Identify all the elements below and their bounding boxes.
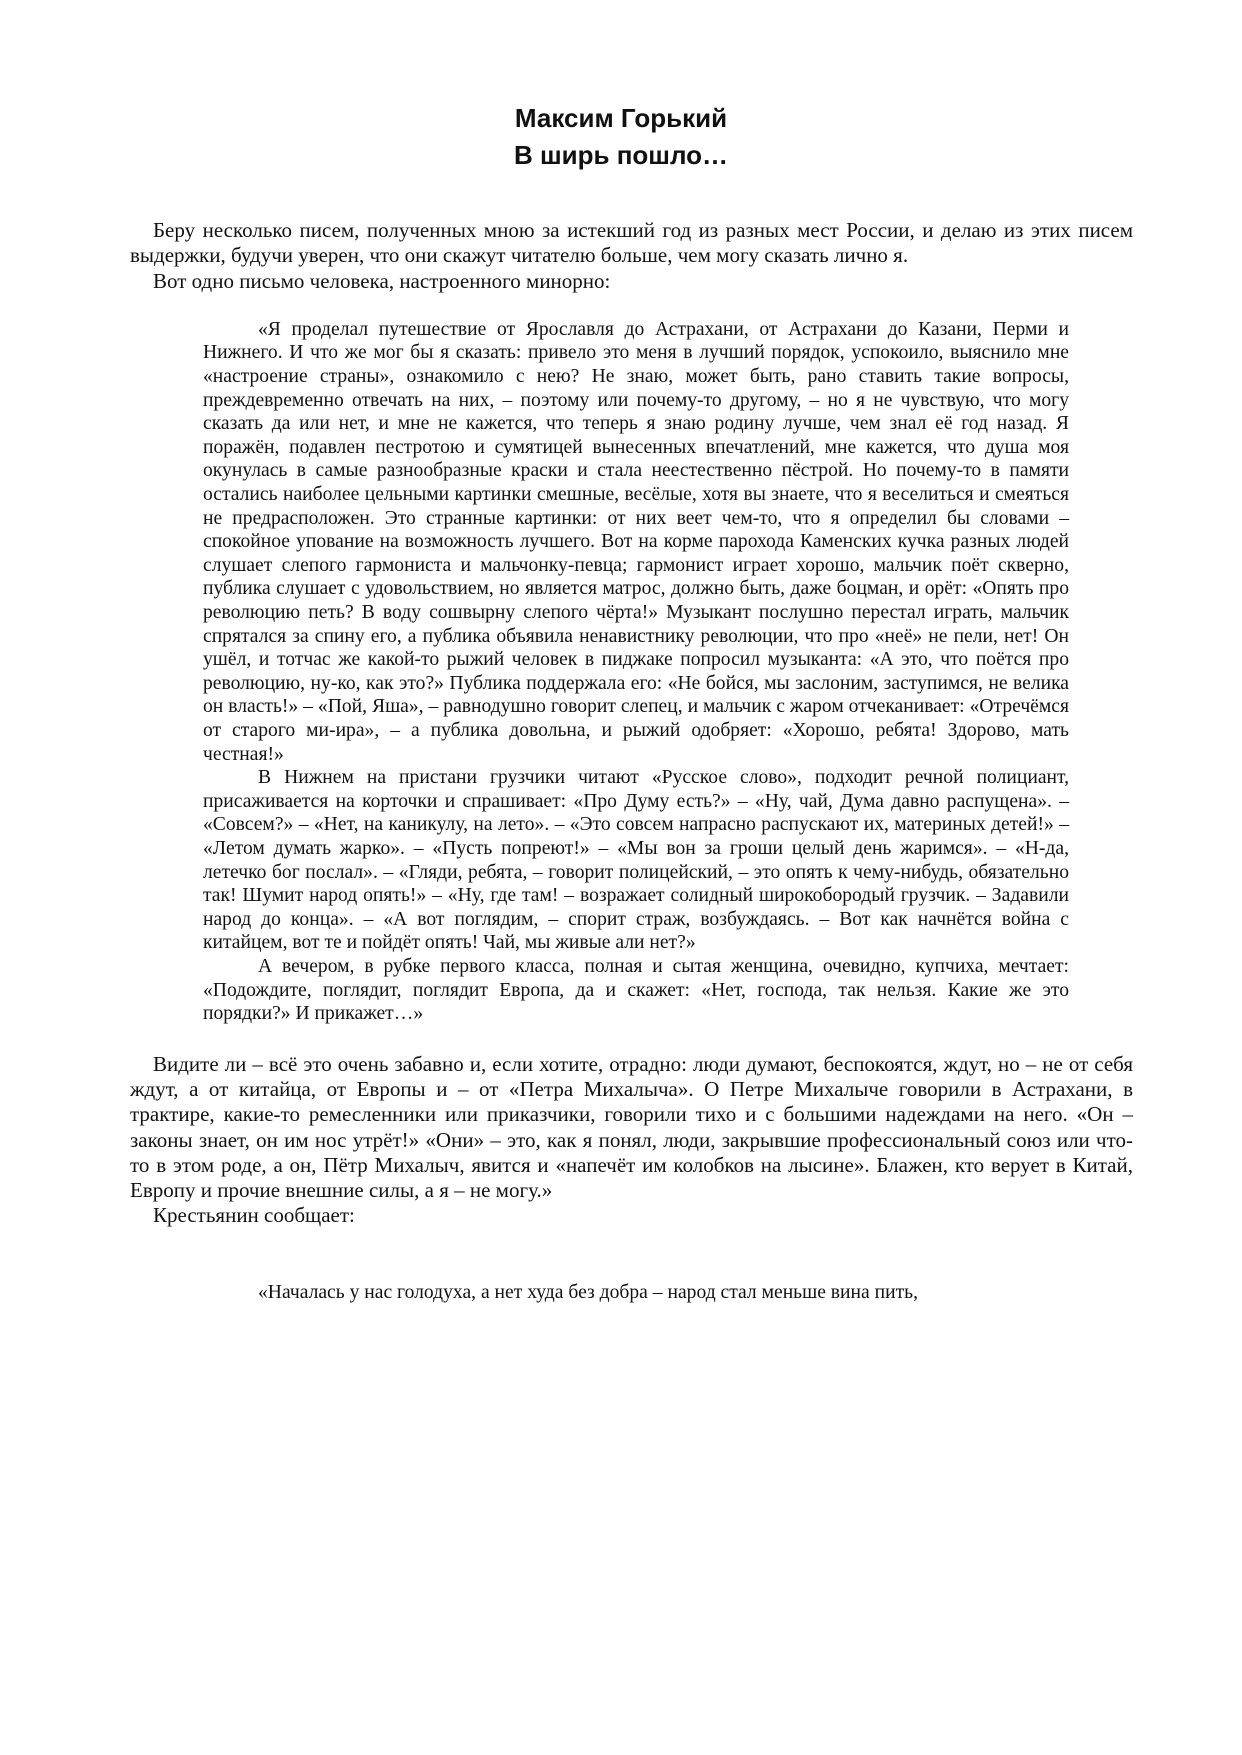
work-title: В ширь пошло… xyxy=(513,140,729,170)
quote-paragraph: «Началась у нас голодуха, а нет худа без добра – народ стал меньше вина пить, xyxy=(258,1281,918,1303)
quote-paragraph: «Я проделал путешествие от Ярославля до Астрахани, от Астрахани до Казани, Перми и Нижнего. И что же мог бы я сказать: привело это меня в лучший порядок, успокоило, выяснило мне «настроение страны», ознакомило с нею? Не знаю, может быть, рано ставить такие вопросы, преждевременно отвечать на них, – поэтому или почему-то другому, – но я не чувствую, что могу сказать да или нет, и мне не кажется, что теперь я знаю родину лучше, чем знал её год назад. Я поражён, подавлен пестротою и сумятицей вынесенных впечатлений, мне кажется, что душа моя окунулась в самые разнообразные краски и стала неестественно пёстрой. Но почему-то в памяти остались наиболее цельными картинки смешные, весёлые, хотя вы знаете, что я веселиться и смеяться не предрасположен. Это странные картинки: от них веет чем-то, что я определил бы словами – спокойное упование на возможность лучшего. Вот на корме парохода Каменских кучка разных людей слушает слепого гармониста и мальчонку-певца; гармонист играет хорошо, мальчик поёт скверно, публика слушает с удовольствием, но является матрос, должно быть, даже боцман, и орёт: «Опять про революцию петь? В воду сошвырну слепого чёрта!» Музыкант послушно перестал играть, мальчик спрятался за спину его, а публика объявила ненавистнику революции, что про «неё» не пели, нет! Он ушёл, и тотчас же какой-то рыжий человек в пиджаке попросил музыканта: «А это, что поётся про революцию, ну-ко, как это?» Публика поддержала его: «Не бойся, мы заслоним, заступимся, не велика он власть!» – «Пой, Яша», – равнодушно говорит слепец, и мальчик с жаром отчеканивает: «Отречёмся от старого ми-ира», – а публика довольна, и рыжий одобряет: «Хорошо, ребята! Здорово, мать честная!» xyxy=(203,318,1069,765)
quote-paragraph: В Нижнем на пристани грузчики читают «Русское слово», подходит речной полициант, присаживается на корточки и спрашивает: «Про Думу есть?» – «Ну, чай, Дума давно распущена». – «Совсем?» – «Нет, на каникулу, на лето». – «Это совсем напрасно распускают их, материных детей!» – «Летом думать жарко». – «Пусть попреют!» – «Мы вон за гроши целый день жаримся». – «Н-да, летечко бог послал». – «Гляди, ребята, – говорит полицейский, – это опять к чему-нибудь, обязательно так! Шумит народ опять!» – «Ну, где там! – возражает солидный широкобородый грузчик. – Задавили народ до конца». – «А вот поглядим, – спорит страж, возбуждаясь. – Вот как начнётся война с китайцем, вот те и пойдёт опять! Чай, мы живые али нет?» xyxy=(203,767,1069,954)
commentary-section xyxy=(130,1052,1133,1229)
block-quote xyxy=(203,1281,1069,1305)
document-page xyxy=(130,218,1133,1304)
paragraph: Вот одно письмо человека, настроенного минорно: xyxy=(153,268,611,293)
paragraph: Видите ли – всё это очень забавно и, если хотите, отрадно: люди думают, беспокоятся, ждут, но – не от себя ждут, а от китайца, от Европы и – от «Петра Михалыча». О Петре Михалыче говорили в Астрахани, в трактире, какие-то ремесленники или приказчики, говорили тихо и с большими надеждами на него. «Он – законы знает, он им нос утрёт!» «Они» – это, как я понял, люди, закрывшие профессиональный союз или что-то в этом роде, а он, Пётр Михалыч, явится и «напечёт им колобков на лысине». Блажен, кто верует в Китай, Европу и прочие внешние силы, а я – не могу.» xyxy=(130,1051,1133,1203)
block-quote xyxy=(203,318,1069,1026)
document-title xyxy=(0,100,1242,174)
paragraph: Беру несколько писем, полученных мною за истекший год из разных мест России, и делаю из этих писем выдержки, будучи уверен, что они скажут читателю больше, чем могу сказать лично я. xyxy=(130,218,1133,268)
quote-paragraph: А вечером, в рубке первого класса, полная и сытая женщина, очевидно, купчиха, мечтает: «Подождите, поглядит, поглядит Европа, да и скажет: «Нет, господа, так нельзя. Какие же это порядки?» И прикажет…» xyxy=(203,955,1069,1025)
paragraph: Крестьянин сообщает: xyxy=(153,1203,355,1228)
intro-section xyxy=(130,218,1133,294)
author-name: Максим Горький xyxy=(514,103,728,133)
